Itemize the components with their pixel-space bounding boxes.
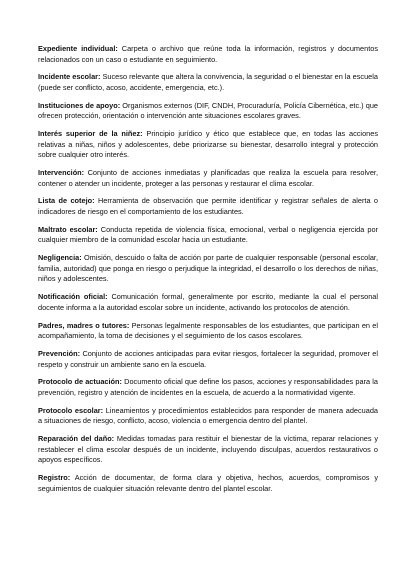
glossary-definition: Herramienta de observación que permite identificar y registrar señales de alerta o indicadores de riesgo en el comportamiento de los estudiantes. [38, 196, 378, 217]
glossary-definition: Comunicación formal, generalmente por escrito, mediante la cual el personal docente informa a la autoridad escolar sobre un incidente, activando los protocolos de atención. [38, 292, 378, 312]
glossary-entry-expediente-individual [38, 44, 378, 65]
glossary-definition: Principio jurídico y ético que establece que, en todas las acciones relativas a niñas, niños y adolescentes, debe priorizarse su bienestar, desarrollo integral y protección sobre cualquier otro interés. [38, 129, 378, 160]
glossary-term: Prevención: [38, 348, 81, 358]
glossary-definition: Organismos externos (DIF, CNDH, Procuraduría, Policía Cibernética, etc.) que ofrecen protección, orientación o intervención ante situaciones escolares graves. [38, 100, 378, 121]
glossary-term: Padres, madres o tutores: [38, 320, 130, 330]
glossary-entry-lista-de-cotejo [38, 196, 378, 217]
glossary-definition: Acción de documentar, de forma clara y objetiva, hechos, acuerdos, compromisos y seguimientos de cualquier situación relevante dentro del plantel escolar. [38, 473, 379, 493]
glossary-entry-protocolo-de-actuacion [38, 377, 378, 398]
glossary-term: Negligencia: [38, 253, 82, 263]
glossary-definition: Suceso relevante que altera la convivencia, la seguridad o el bienestar en la escuela (puede ser conflicto, acoso, accidente, emergencia, etc.). [38, 72, 378, 92]
glossary-term: Lista de cotejo: [38, 196, 95, 206]
glossary-term: Interés superior de la niñez: [38, 129, 143, 139]
glossary-entry-registro [38, 473, 378, 494]
glossary-definition: Omisión, descuido o falta de acción por parte de cualquier responsable (personal escolar, familia, autoridad) que ponga en riesgo o perjudique la integridad, el desarrollo o los derechos de niñas, niños y adolescentes. [38, 253, 378, 284]
glossary-entry-protocolo-escolar [38, 406, 378, 427]
glossary-list [38, 44, 378, 494]
glossary-definition: Conducta repetida de violencia física, emocional, verbal o negligencia ejercida por cualquier miembro de la comunidad escolar hacia un estudiante. [38, 224, 378, 245]
glossary-definition: Medidas tomadas para restituir el bienestar de la víctima, reparar relaciones y restablecer el clima escolar después de un incidente, incluyendo disculpas, acuerdos restaurativos o apoyos específicos. [38, 434, 378, 465]
glossary-entry-intervencion [38, 168, 378, 189]
glossary-term: Intervención: [38, 168, 85, 178]
glossary-definition: Conjunto de acciones anticipadas para evitar riesgos, fortalecer la seguridad, promover el respeto y construir un ambiente sano en la escuela. [38, 348, 379, 369]
glossary-definition: Conjunto de acciones inmediatas y planificadas que realiza la escuela para resolver, contener o atender un incidente, proteger a las personas y restaurar el clima escolar. [38, 168, 378, 188]
glossary-term: Reparación del daño: [38, 434, 115, 444]
glossary-entry-instituciones-de-apoyo [38, 101, 378, 122]
glossary-definition: Documento oficial que define los pasos, acciones y responsabilidades para la prevención, registro y atención de incidentes en la escuela, de acuerdo a la normatividad vigente. [38, 377, 378, 397]
glossary-entry-negligencia [38, 253, 378, 285]
glossary-term: Notificación oficial: [38, 292, 108, 302]
glossary-entry-maltrato-escolar [38, 225, 378, 246]
glossary-term: Protocolo de actuación: [38, 377, 122, 387]
glossary-definition: Personas legalmente responsables de los estudiantes, que participan en el acompañamiento, la toma de decisiones y el seguimiento de los casos escolares. [38, 320, 378, 341]
glossary-entry-reparacion-del-dano [38, 434, 378, 466]
glossary-entry-interes-superior [38, 129, 378, 161]
glossary-entry-prevencion [38, 349, 378, 370]
glossary-definition: Carpeta o archivo que reúne toda la información, registros y documentos relacionados con un caso o estudiante en seguimiento. [38, 44, 378, 64]
glossary-entry-padres-madres-tutores [38, 321, 378, 342]
glossary-term: Expediente individual: [38, 44, 118, 53]
glossary-term: Instituciones de apoyo: [38, 100, 121, 110]
glossary-term: Protocolo escolar: [38, 405, 104, 415]
glossary-definition: Lineamientos y procedimientos establecidos para responder de manera adecuada a situaciones de riesgo, conflicto, acoso, violencia o emergencia dentro del plantel. [38, 405, 378, 426]
glossary-entry-incidente-escolar [38, 72, 378, 93]
glossary-term: Incidente escolar: [38, 72, 101, 82]
glossary-entry-notificacion-oficial [38, 292, 378, 313]
glossary-term: Registro: [38, 473, 71, 483]
glossary-term: Maltrato escolar: [38, 224, 98, 234]
